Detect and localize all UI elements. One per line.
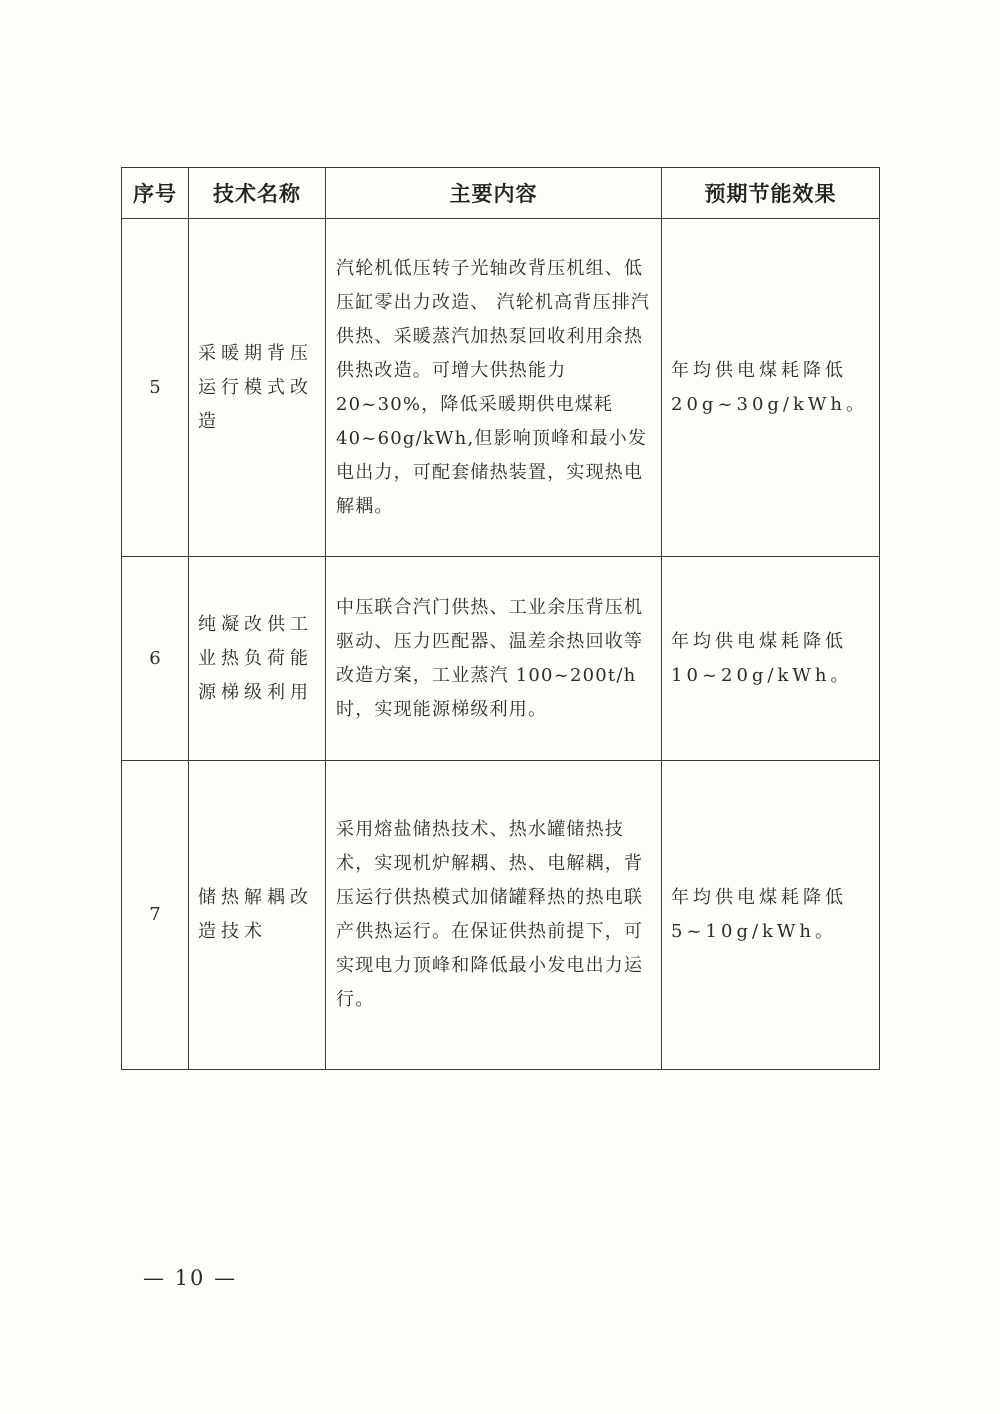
row-serial-number: 5	[122, 219, 189, 557]
row-expected-effect: 年均供电煤耗降低5~10g/kWh。	[662, 761, 880, 1070]
energy-saving-technology-table	[121, 167, 880, 1070]
row-technology-name: 采暖期背压运行模式改造	[189, 219, 326, 557]
header-serial-number: 序号	[122, 168, 189, 219]
page-number: — 10 —	[143, 1266, 238, 1290]
row-technology-name: 储热解耦改造技术	[189, 761, 326, 1070]
header-expected-effect: 预期节能效果	[662, 168, 880, 219]
row-technology-name: 纯凝改供工业热负荷能源梯级利用	[189, 557, 326, 761]
row-main-content: 采用熔盐储热技术、热水罐储热技术，实现机炉解耦、热、电解耦，背压运行供热模式加储罐释热的热电联产供热运行。在保证供热前提下，可实现电力顶峰和降低最小发电出力运行。	[326, 761, 662, 1070]
table-row	[122, 557, 880, 761]
table-header-row	[122, 168, 880, 219]
row-serial-number: 6	[122, 557, 189, 761]
row-serial-number: 7	[122, 761, 189, 1070]
table-row	[122, 219, 880, 557]
row-expected-effect: 年均供电煤耗降低10~20g/kWh。	[662, 557, 880, 761]
header-technology-name: 技术名称	[189, 168, 326, 219]
row-expected-effect: 年均供电煤耗降低20g~30g/kWh。	[662, 219, 880, 557]
table-row	[122, 761, 880, 1070]
header-main-content: 主要内容	[326, 168, 662, 219]
row-main-content: 汽轮机低压转子光轴改背压机组、低压缸零出力改造、 汽轮机高背压排汽供热、采暖蒸汽加热泵回收利用余热供热改造。可增大供热能力20~30%，降低采暖期供电煤耗40~60g/kWh,但影响顶峰和最小发电出力，可配套储热装置，实现热电解耦。	[326, 219, 662, 557]
row-main-content: 中压联合汽门供热、工业余压背压机驱动、压力匹配器、温差余热回收等改造方案，工业蒸汽 100~200t/h 时，实现能源梯级利用。	[326, 557, 662, 761]
